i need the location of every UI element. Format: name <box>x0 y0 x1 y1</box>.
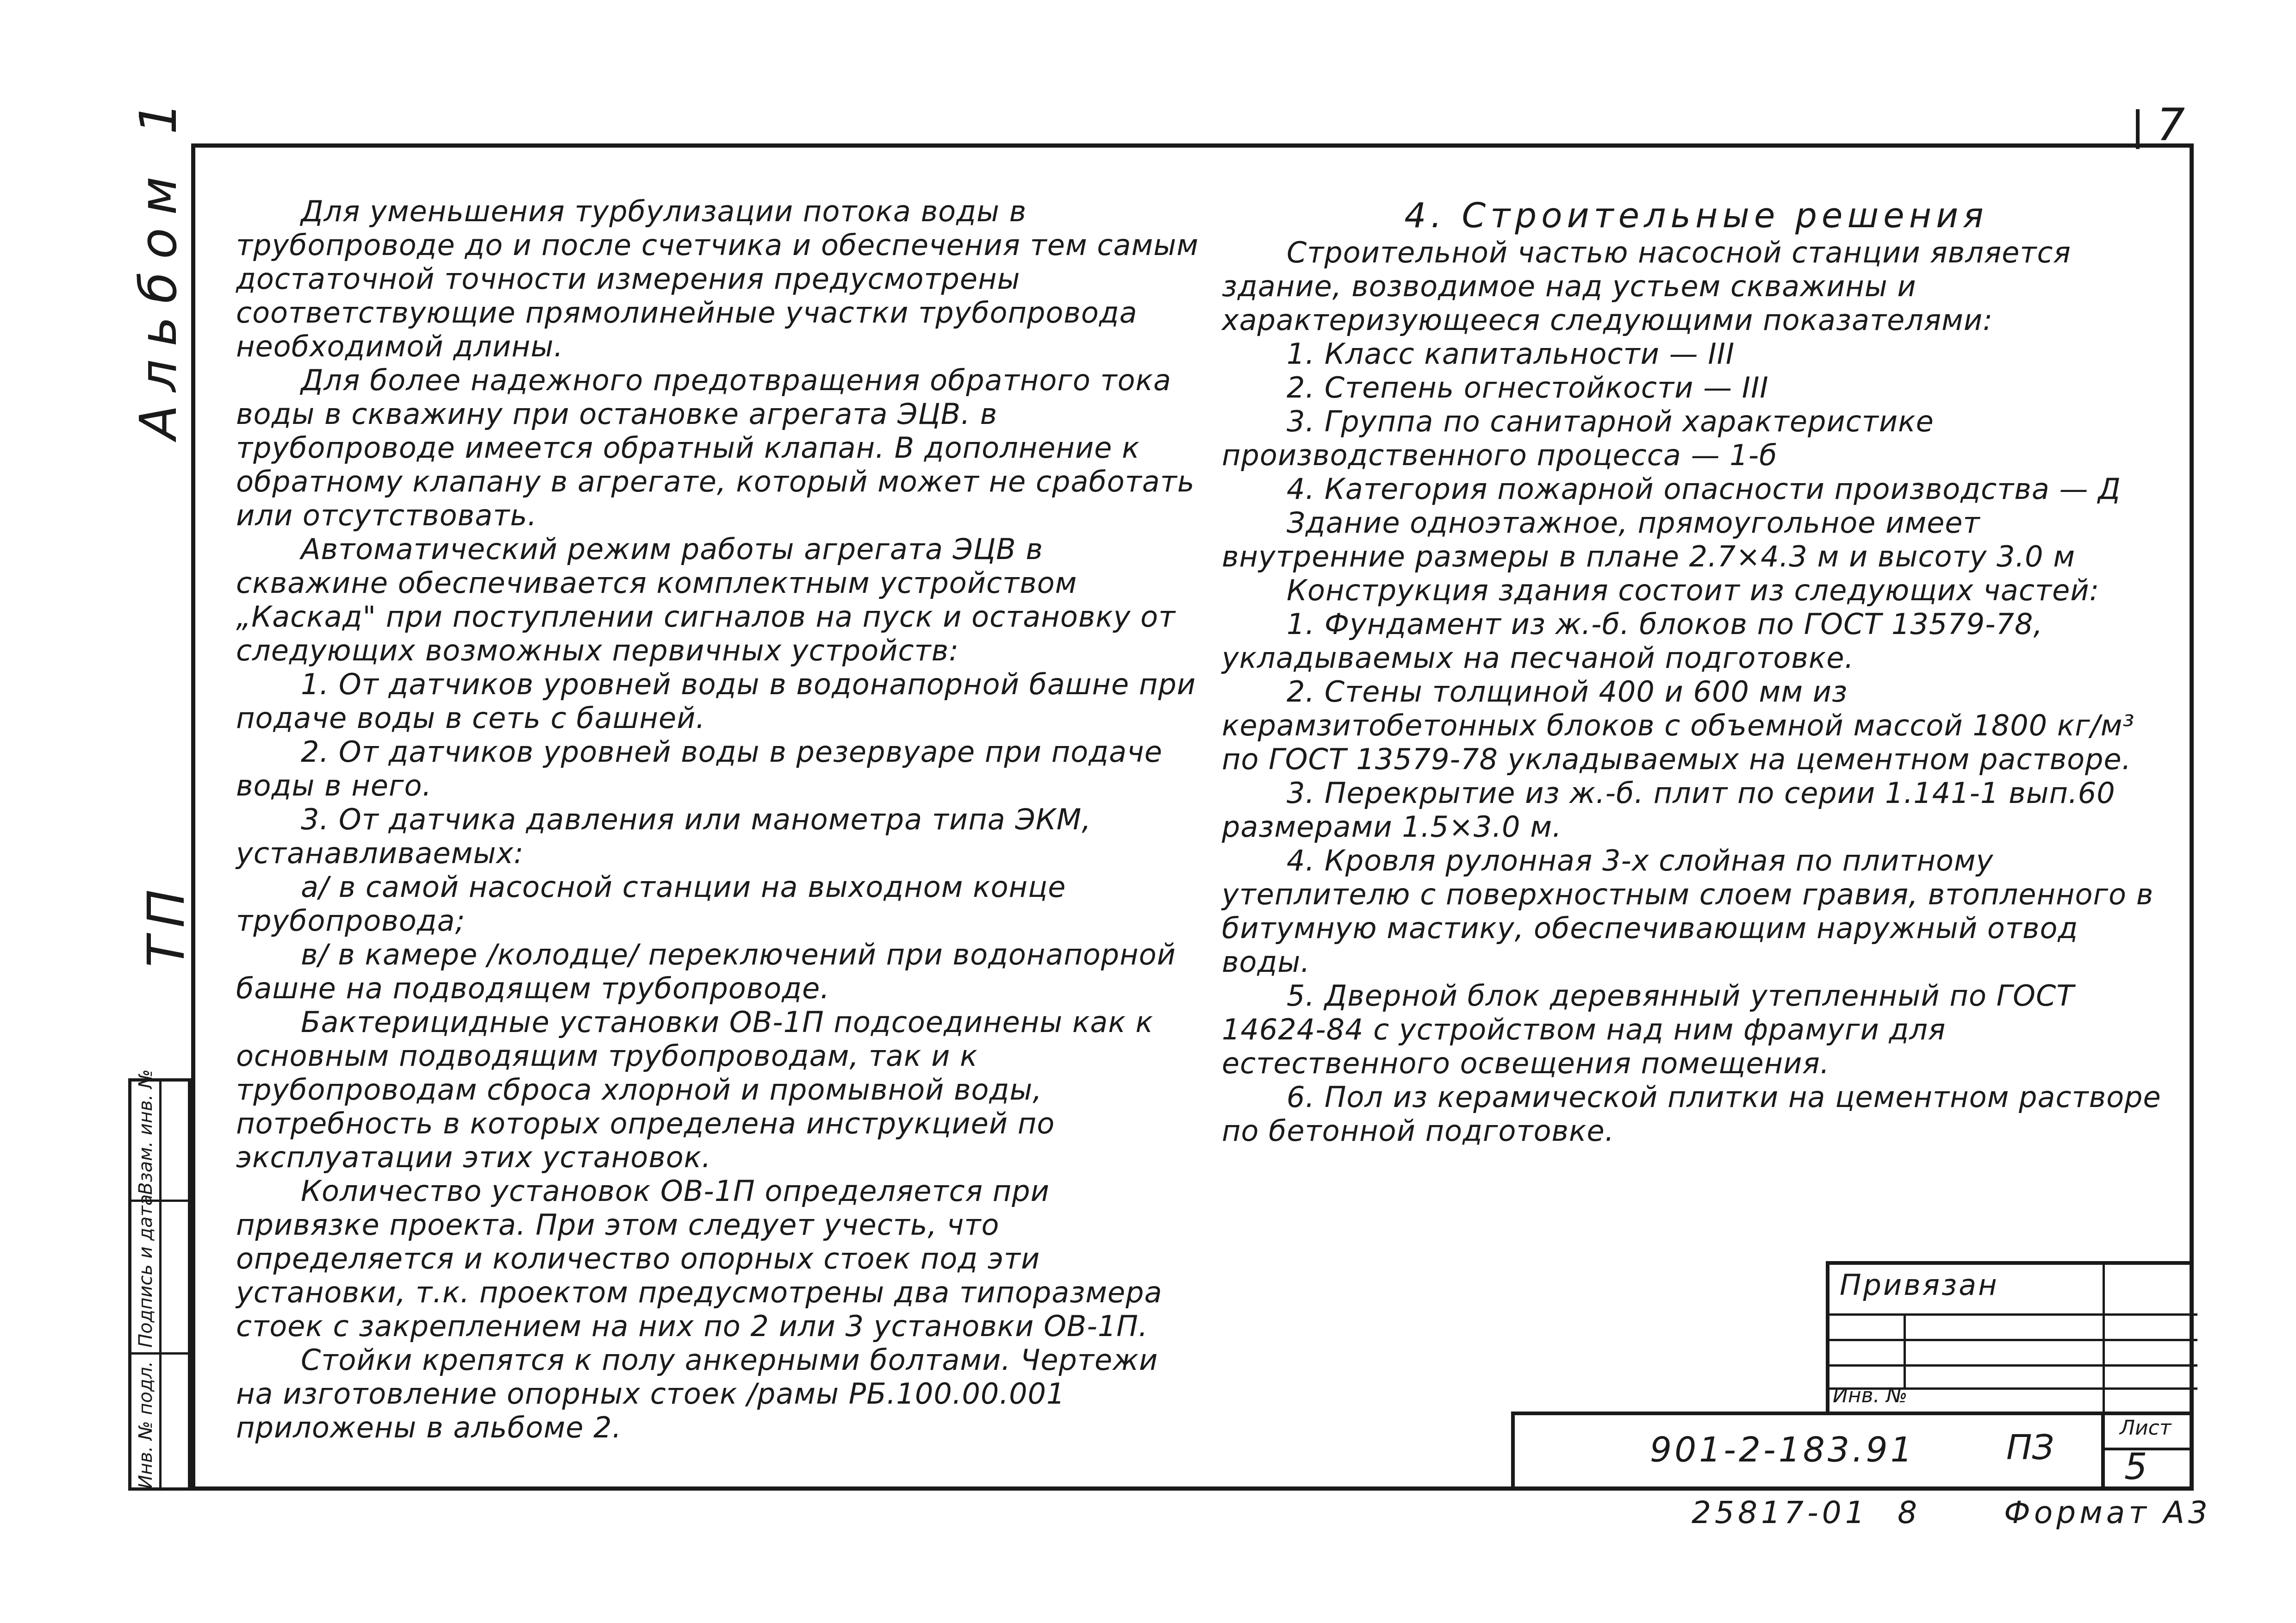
list-item: 1. Фундамент из ж.-б. блоков по ГОСТ 13579-78, укладываемых на песчаной подготовке. <box>1222 607 2043 675</box>
stamp-label-replace: Взам. инв. № <box>135 1069 156 1195</box>
sheet-value: 5 <box>2124 1446 2147 1488</box>
margin-stamp-row-line <box>131 1352 188 1355</box>
list-item: а/ в самой насосной станции на выходном конце трубопровода; <box>236 870 1066 938</box>
attachment-row-line <box>1829 1313 2197 1316</box>
margin-stamp <box>128 1069 191 1491</box>
paragraph: Автоматический режим работы агрегата ЭЦВ в скважине обеспечивается комплектным устройством „Каскад" при поступлении сигналов на пуск и остановку от следующих возможных первичных устройств: <box>236 532 1176 667</box>
right-text-column <box>1222 196 2171 1148</box>
list-item: 2. От датчиков уровней воды в резервуаре при подаче воды в него. <box>236 735 1163 802</box>
attachment-row-line <box>1829 1339 2197 1341</box>
paragraph: Здание одноэтажное, прямоугольное имеет внутренние размеры в плане 2.7×4.3 м и высоту 3.0 м <box>1222 506 2076 573</box>
attachment-col-line <box>2103 1265 2105 1418</box>
margin-stamp-divider <box>159 1082 162 1487</box>
stamp-label-inv: Инв. № подл. <box>135 1361 156 1489</box>
format-label: Формат А3 <box>2004 1495 2211 1530</box>
paragraph: Для уменьшения турбулизации потока воды в трубопроводе до и после счетчика и обеспечения тем самым достаточной точности измерения предусмотрены соответствующие прямолинейные участки трубопровода необходимой длины. <box>236 194 1199 363</box>
list-item: 3. Группа по санитарной характеристике производственного процесса — 1-б <box>1222 404 1934 472</box>
list-item: 4. Кровля рулонная 3-х слойная по плитному утеплителю с поверхностным слоем гравия, втопленного в битумную мастику, обеспечивающим наружный отвод воды. <box>1222 844 2154 979</box>
list-item: 4. Категория пожарной опасности производства — Д <box>1287 472 2121 506</box>
paragraph: Для более надежного предотвращения обратного тока воды в скважину при остановке агрегата ЭЦВ. в трубопроводе имеется обратный клапан. В дополнение к обратному клапану в агрегате, который может не сработать или отсутствовать. <box>236 363 1195 532</box>
list-item: 3. От датчика давления или манометра типа ЭКМ, устанавливаемых: <box>236 802 1091 870</box>
document-code: 901-2-183.91 <box>1650 1430 1915 1470</box>
paragraph: Стойки крепятся к полу анкерными болтами. Чертежи на изготовление опорных стоек /рамы РБ.100.00.001 приложены в альбоме 2. <box>236 1343 1158 1444</box>
list-item: 2. Стены толщиной 400 и 600 мм из керамзитобетонных блоков с объемной массой 1800 кг/м³ по ГОСТ 13579-78 укладываемых на цементном растворе. <box>1222 675 2135 776</box>
stamp-label-signature: Подпись и дата <box>135 1194 156 1348</box>
list-item: 1. От датчиков уровней воды в водонапорной башне при подаче воды в сеть с башней. <box>236 667 1196 735</box>
sheet-number: 7 <box>2157 99 2185 151</box>
sheet-number-tick <box>2136 109 2140 149</box>
paragraph: Строительной частью насосной станции является здание, возводимое над устьем скважины и характеризующееся следующими показателями: <box>1222 236 2071 337</box>
page-number: 8 <box>1898 1495 1921 1530</box>
list-item: 2. Степень огнестойкости — III <box>1287 371 1769 404</box>
list-item: 3. Перекрытие из ж.-б. плит по серии 1.141-1 вып.60 размерами 1.5×3.0 м. <box>1222 776 2116 844</box>
paragraph: Конструкция здания состоит из следующих частей: <box>1287 573 2100 607</box>
paragraph: Количество установок ОВ-1П определяется при привязке проекта. При этом следует учесть, что определяется и количество опорных стоек под эти установки, т.к. проектом предусмотрены два типоразмера стоек с закреплением на них по 2 или 3 установки ОВ-1П. <box>236 1174 1163 1343</box>
attachment-col-line <box>1904 1313 1906 1387</box>
list-item: 5. Дверной блок деревянный утепленный по ГОСТ 14624-84 с устройством над ним фрамуги для естественного освещения помещения. <box>1222 979 2075 1080</box>
title-block-divider <box>2101 1412 2105 1491</box>
document-mark: ПЗ <box>2006 1428 2054 1468</box>
list-item: 1. Класс капитальности — III <box>1287 337 1735 371</box>
left-text-column <box>236 194 1199 1444</box>
title-block-row-line <box>2105 1448 2194 1450</box>
album-label: Альбом 1 <box>129 89 188 440</box>
list-item: 6. Пол из керамической плитки на цементном растворе по бетонной подготовке. <box>1222 1080 2161 1148</box>
inv-label: Инв. № <box>1833 1384 1908 1407</box>
section-heading: 4. Строительные решения <box>1404 196 1988 236</box>
attachment-row-line <box>1829 1364 2197 1367</box>
sheet-label: Лист <box>2120 1416 2172 1440</box>
order-number: 25817-01 <box>1692 1495 1868 1530</box>
series-label: ТП <box>137 881 196 967</box>
list-item: в/ в камере /колодце/ переключений при водонапорной башне на подводящем трубопроводе. <box>236 938 1176 1005</box>
paragraph: Бактерицидные установки ОВ-1П подсоединены как к основным подводящим трубопроводам, так и к трубопроводам сброса хлорной и промывной воды, потребность в которых определена инструкцией по эксплуатации этих установок. <box>236 1005 1154 1174</box>
attached-label: Привязан <box>1840 1268 1999 1302</box>
